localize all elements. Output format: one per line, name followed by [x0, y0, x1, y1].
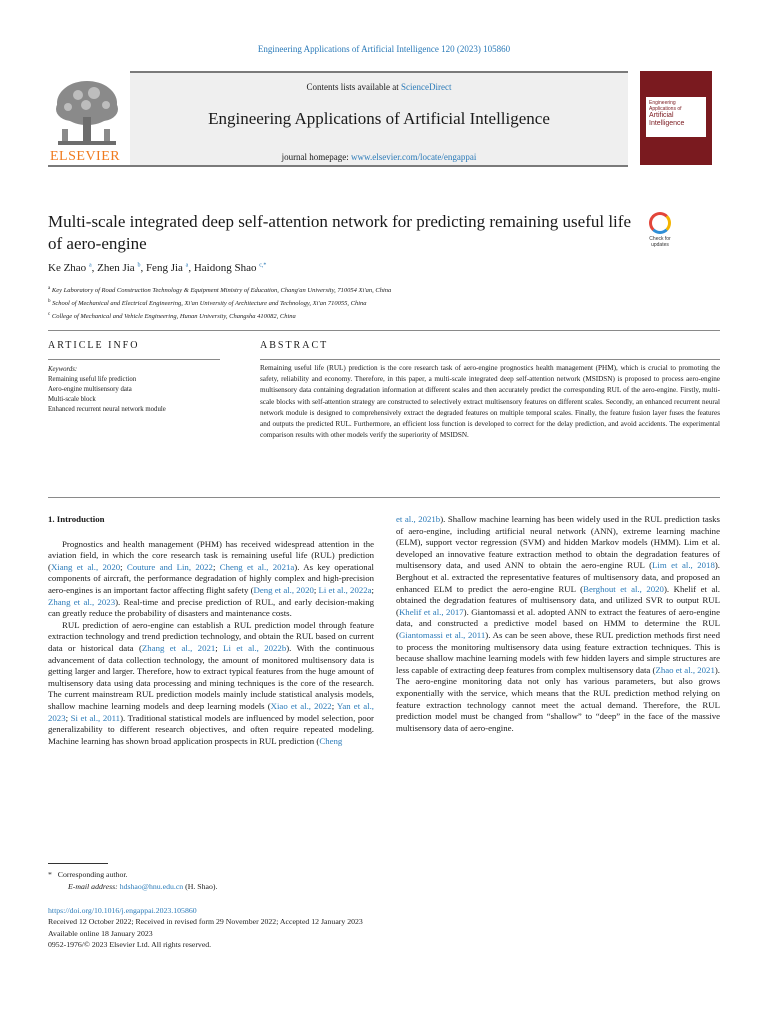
- citation-link[interactable]: Yan et al., 2023: [48, 700, 374, 723]
- author-name[interactable]: Haidong Shao: [193, 262, 257, 274]
- body-column-left: [48, 514, 374, 747]
- author-name[interactable]: Feng Jia: [145, 262, 183, 274]
- author-list: Ke Zhao $^a$, Zhen Jia $^b$, Feng Jia $^a$, Haidong Shao $^{c,*}$: [48, 262, 267, 274]
- body-text: RUL prediction of aero-engine can establish a RUL prediction model through feature extraction technology and trend prediction technology, and obtain the RUL based on current data or historical data (: [48, 619, 374, 653]
- citation-link[interactable]: et al., 2021b: [396, 514, 441, 524]
- body-column-right: [396, 514, 720, 734]
- citation-link[interactable]: Si et al., 2011: [70, 712, 121, 723]
- body-text: ;: [371, 584, 374, 595]
- body-text: ;: [215, 642, 224, 653]
- author-name[interactable]: Ke Zhao: [48, 262, 87, 274]
- check-for-updates-badge[interactable]: Check for updates: [642, 212, 678, 250]
- masthead-rule: [48, 165, 628, 167]
- abstract-heading: ABSTRACT: [260, 340, 329, 351]
- copyright: 0952-1976/© 2023 Elsevier Ltd. All rights reserved.: [48, 940, 212, 950]
- author-affil-mark[interactable]: c,*: [259, 262, 267, 269]
- citation-link[interactable]: Li et al., 2022b: [223, 642, 287, 653]
- keyword-item: Multi-scale block: [48, 396, 96, 403]
- citation-link[interactable]: Li et al., 2022a: [318, 584, 372, 595]
- body-text: ). As key operational components of aircraft, the performance degradation of highly complex and high-precision aero-engines is an important factor affecting flight safety (: [48, 561, 374, 595]
- body-text: Prognostics and health management (PHM) has received widespread attention in the aviation field, in which the core research task is remaining useful life (RUL) prediction (: [48, 538, 374, 572]
- received-dates: Received 12 October 2022; Received in revised form 29 November 2022; Accepted 12 January 2023: [48, 917, 363, 927]
- citation-link[interactable]: Xiang et al., 2020: [50, 561, 121, 572]
- email-suffix: (H. Shao).: [185, 882, 218, 891]
- citation-link[interactable]: Zhang et al., 2021: [141, 642, 216, 653]
- body-text: ). The aero-engine monitoring data not only has various parameters, but also grows exponentially with the service, which means that the RUL prediction method relying on feature extraction technology cannot meet the actual demand. Therefore, the RUL prediction model must be changed from “shallow” to “deep” in the face of the massive multisensory data of aero-engine.: [396, 664, 720, 733]
- article-info-heading: ARTICLE INFO: [48, 340, 140, 351]
- sciencedirect-link[interactable]: ScienceDirect: [401, 82, 452, 92]
- corresponding-author-note: Corresponding author.: [57, 870, 128, 879]
- body-text: ). As can be seen above, these RUL prediction methods first need to process the monitoring multisensory data using feature extraction techniques. This is because shallow machine learning models with few hidden layers and simple structures are less capable of extracting deep features from complex multisensory data (: [396, 629, 720, 675]
- journal-cover-thumbnail[interactable]: [640, 71, 712, 165]
- affiliation-item: $^c$ College of Mechanical and Vehicle Engineering, Hunan University, Changsha 410082, China: [48, 312, 296, 321]
- footnote-mark: *: [48, 870, 52, 879]
- citation-link[interactable]: Lim et al., 2018: [652, 560, 715, 571]
- abstract-text: Remaining useful life (RUL) prediction is the core research task of aero-engine prognostics health management (PHM), which is crucial to promoting the safety, reliability and economy. Therefore, in this paper, a multi-scale integrated deep self-attention network (MSIDSN) is proposed to process aero-engine multisensory data containing degradation information at different scales and then accurately predict the corresponding RUL of the aero-engine. Firstly, multi-scale blocks with self-attention strategy are constructed to selectively extract multisensory features on different scales. Secondly, an enhanced recurrent neural network module is designed to comprehensively extract the degraded features on multiple temporal scales. Finally, the feature fusion layer fuses the features and outputs the predicted RUL. Furthermore, an efficient loss function is developed to correct for the delay prediction, and avoid accidents. The experimental comparison results with other models verify the superiority of MSIDSN.: [260, 364, 720, 440]
- keyword-item: Aero-engine multisensory data: [48, 386, 132, 393]
- paragraph: [396, 514, 720, 734]
- article-title: Multi-scale integrated deep self-attention network for predicting remaining useful life of aero-engine: [48, 212, 631, 253]
- doi-link[interactable]: https://doi.org/10.1016/j.engappai.2023.105860: [48, 906, 197, 915]
- citation-link[interactable]: Zhao et al., 2021: [655, 664, 715, 675]
- contents-line: Contents lists available at ScienceDirect: [306, 82, 452, 92]
- author-name[interactable]: Zhen Jia: [97, 262, 135, 274]
- keyword-item: Enhanced recurrent neural network module: [48, 406, 166, 413]
- body-text: ;: [331, 700, 337, 711]
- footnote: [48, 869, 217, 893]
- citation-link[interactable]: Cheng et al., 2021a: [219, 561, 295, 572]
- citation-link[interactable]: Berghout et al., 2020: [583, 583, 664, 594]
- author-affil-mark[interactable]: b: [137, 262, 141, 269]
- affiliation-item: $^b$ School of Mechanical and Electrical Engineering, Xi'an University of Architecture and Technology, Xi'an 710055, China: [48, 299, 367, 308]
- body-text: ). Real-time and precise prediction of RUL, and early decision-making can greatly reduce the probability of disasters and maintenance costs.: [48, 596, 374, 619]
- publisher-wordmark: ELSEVIER: [50, 149, 121, 164]
- body-text: ). Traditional statistical models are influenced by model selection, poor generalizability to different research objectives, and often require repeated modeling. Machine learning has shown broad application prospects in RUL prediction (: [48, 712, 374, 746]
- homepage-link[interactable]: www.elsevier.com/locate/engappai: [351, 152, 477, 162]
- masthead: [48, 71, 720, 167]
- check-updates-icon: [649, 212, 671, 234]
- citation-link[interactable]: Cheng: [319, 735, 343, 746]
- footnote-rule: [48, 863, 108, 864]
- body-text: ). Giantomassi et al. adopted ANN to extract the features of aero-engine data, and constructed a predictive model based on HMM to determine the RUL (: [396, 606, 720, 640]
- divider: [48, 497, 720, 498]
- section-heading: 1. Introduction: [48, 514, 105, 524]
- body-text: ;: [212, 561, 220, 572]
- online-date: Available online 18 January 2023: [48, 928, 153, 938]
- citation-link[interactable]: Deng et al., 2020: [253, 584, 314, 595]
- journal-reference[interactable]: Engineering Applications of Artificial Intelligence 120 (2023) 105860: [257, 44, 511, 54]
- divider: [48, 330, 720, 331]
- cover-title-block: Engineering Applications of Artificial Intelligence: [646, 97, 706, 137]
- body-text: ). With the continuous advancement of data collection technology, the amount of monitored multisensory data is getting larger and larger. Therefore, how to extract typical features from the huge amount of multisensory data using data processing and mining techniques is the core of the research. The current mainstream RUL prediction models mainly include statistical analysis models, shallow machine learning models and deep learning models (: [48, 642, 374, 711]
- homepage-line: journal homepage: www.elsevier.com/locate/engappai: [281, 152, 477, 162]
- paragraph: [48, 539, 374, 620]
- citation-link[interactable]: Xiao et al., 2022: [270, 700, 332, 711]
- email-link[interactable]: hdshao@hnu.edu.cn: [119, 882, 184, 891]
- body-text: ). Shallow machine learning has been widely used in the RUL prediction tasks of aero-engine, including artificial neural network (ANN), extreme learning machine (ELM), support vector regression (SVM) and hidden Markov models (HMM). Lim et al. developed an innovative feature extraction method to obtain the degradation features of multisensory data, and used ANN to obtain the aero-engine RUL (: [396, 514, 720, 571]
- divider: [260, 359, 720, 360]
- email-label: E-mail address:: [68, 882, 118, 891]
- citation-link[interactable]: Giantomassi et al., 2011: [398, 629, 486, 640]
- keywords-label: Keywords:: [48, 366, 78, 373]
- journal-title: Engineering Applications of Artificial Intelligence: [208, 109, 550, 128]
- keyword-item: Remaining useful life prediction: [48, 376, 137, 383]
- citation-link[interactable]: Couture and Lin, 2022: [126, 561, 213, 572]
- citation-link[interactable]: Zhang et al., 2023: [48, 596, 116, 607]
- body-text: ). Berghout et al. extracted the representative features of multisensory data, and proposed an enhanced ELM to predict the aero-engine RUL (: [396, 560, 720, 594]
- publication-info: [48, 905, 363, 951]
- author-affil-mark[interactable]: a: [185, 262, 189, 269]
- body-text: ;: [313, 584, 319, 595]
- body-text: ). Khelif et al. obtained the degradation features of multisensory data, and utilized SVR to output RUL (: [396, 583, 720, 617]
- affiliation-item: $^a$ Key Laboratory of Road Construction Technology & Equipment Ministry of Education, Chang'an University, 710054 Xi'an, China: [48, 286, 392, 295]
- body-text: ;: [120, 561, 127, 572]
- masthead-band: [130, 71, 628, 167]
- paragraph: [48, 620, 374, 748]
- body-text: ;: [65, 712, 71, 723]
- affiliations: [48, 283, 391, 322]
- citation-link[interactable]: Khelif et al., 2017: [398, 606, 464, 617]
- divider: [48, 359, 220, 360]
- author-affil-mark[interactable]: a: [88, 262, 92, 269]
- keywords-block: [48, 365, 220, 415]
